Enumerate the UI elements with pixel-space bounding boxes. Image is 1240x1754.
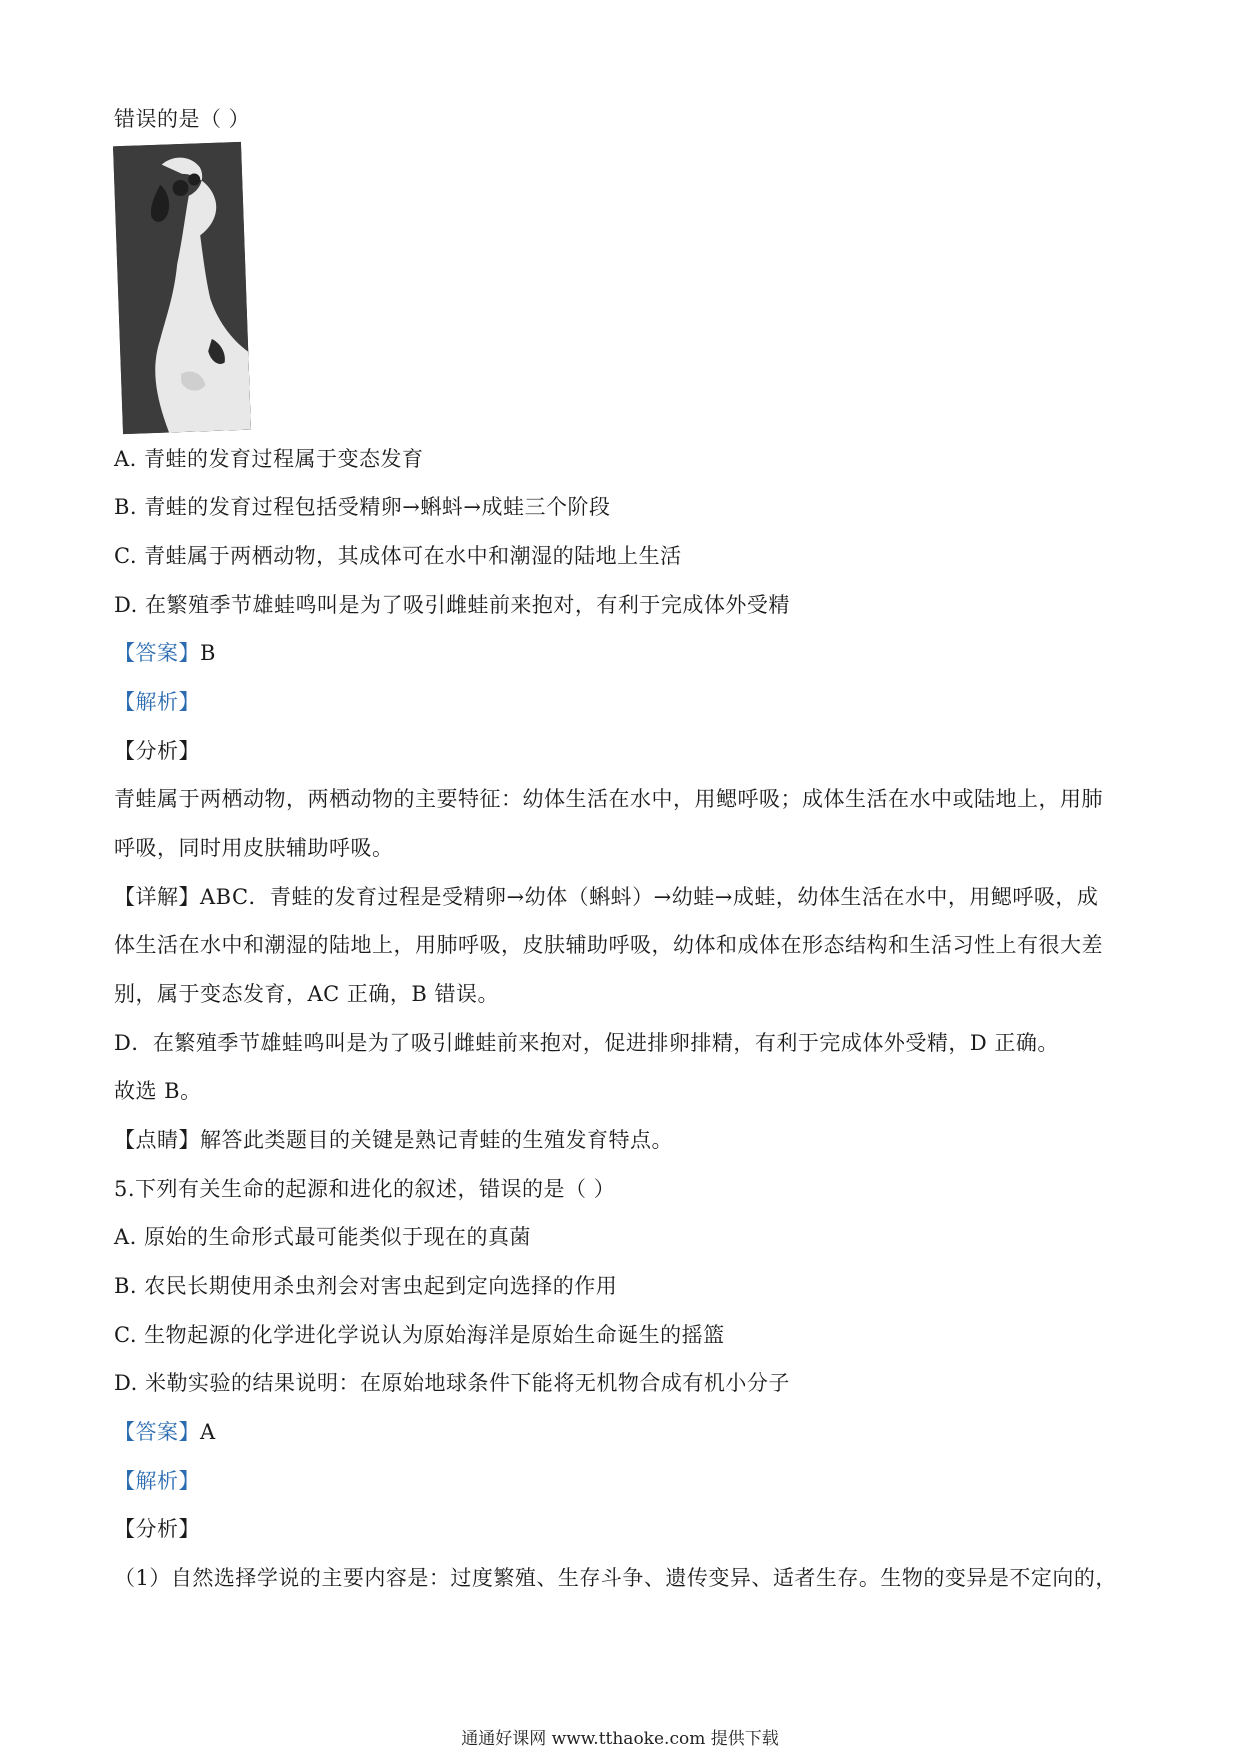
q5-answer [114, 1419, 216, 1445]
q4-option-c: C. 青蛙属于两栖动物，其成体可在水中和潮湿的陆地上生活 [114, 544, 682, 568]
q5-option-c: C. 生物起源的化学进化学说认为原始海洋是原始生命诞生的摇篮 [114, 1323, 725, 1347]
q4-detail-tag: 【详解】 [114, 885, 200, 909]
q4-answer [114, 640, 216, 666]
q4-fenxi-line-1: 青蛙属于两栖动物，两栖动物的主要特征：幼体生活在水中，用鳃呼吸；成体生活在水中或陆地上，用肺 [114, 787, 1103, 811]
frog-photo-image [113, 142, 251, 434]
q5-analysis-tag: 【解析】 [114, 1469, 200, 1493]
q4-detail-line-5: 故选 B。 [114, 1079, 202, 1103]
q4-detail-line-4: D．在繁殖季节雄蛙鸣叫是为了吸引雌蛙前来抱对，促进排卵排精，有利于完成体外受精，D 正确。 [114, 1031, 1059, 1055]
question-5-stem: 5.下列有关生命的起源和进化的叙述，错误的是（ ） [114, 1177, 616, 1201]
question-4-stem-tail: 错误的是（ ） [114, 107, 251, 131]
q5-option-d: D. 米勒实验的结果说明：在原始地球条件下能将无机物合成有机小分子 [114, 1371, 790, 1395]
q4-detail-text-1: ABC．青蛙的发育过程是受精卵→幼体（蝌蚪）→幼蛙→成蛙，幼体生活在水中，用鳃呼吸，成 [200, 885, 1099, 909]
q4-option-a: A. 青蛙的发育过程属于变态发育 [114, 447, 424, 471]
q5-fenxi-tag: 【分析】 [114, 1517, 200, 1541]
q4-fenxi-line-2: 呼吸，同时用皮肤辅助呼吸。 [114, 836, 394, 860]
q5-option-b: B. 农民长期使用杀虫剂会对害虫起到定向选择的作用 [114, 1274, 618, 1298]
q4-dianjing-tag: 【点睛】 [114, 1128, 200, 1152]
q4-analysis-tag: 【解析】 [114, 690, 200, 714]
page-footer: 通通好课网 www.tthaoke.com 提供下载 [461, 1729, 779, 1749]
q5-answer-value: A [200, 1420, 216, 1444]
q4-option-b: B. 青蛙的发育过程包括受精卵→蝌蚪→成蛙三个阶段 [114, 495, 611, 519]
q4-dianjing [114, 1127, 673, 1153]
q5-fenxi-line-1: （1）自然选择学说的主要内容是：过度繁殖、生存斗争、遗传变异、适者生存。生物的变异是不定向的， [114, 1566, 1117, 1590]
frog-development-photo [113, 142, 251, 434]
q4-option-d: D. 在繁殖季节雄蛙鸣叫是为了吸引雌蛙前来抱对，有利于完成体外受精 [114, 593, 790, 617]
q4-answer-value: B [200, 641, 216, 665]
q4-fenxi-tag: 【分析】 [114, 739, 200, 763]
q4-dianjing-text: 解答此类题目的关键是熟记青蛙的生殖发育特点。 [200, 1128, 673, 1152]
q4-detail-line-3: 别，属于变态发育，AC 正确，B 错误。 [114, 982, 500, 1006]
q4-detail-line-2: 体生活在水中和潮湿的陆地上，用肺呼吸，皮肤辅助呼吸，幼体和成体在形态结构和生活习性上有很大差 [114, 933, 1103, 957]
q4-answer-tag: 【答案】 [114, 641, 200, 665]
q5-answer-tag: 【答案】 [114, 1420, 200, 1444]
q4-detail-line-1 [114, 884, 1098, 910]
q5-option-a: A. 原始的生命形式最可能类似于现在的真菌 [114, 1225, 532, 1249]
